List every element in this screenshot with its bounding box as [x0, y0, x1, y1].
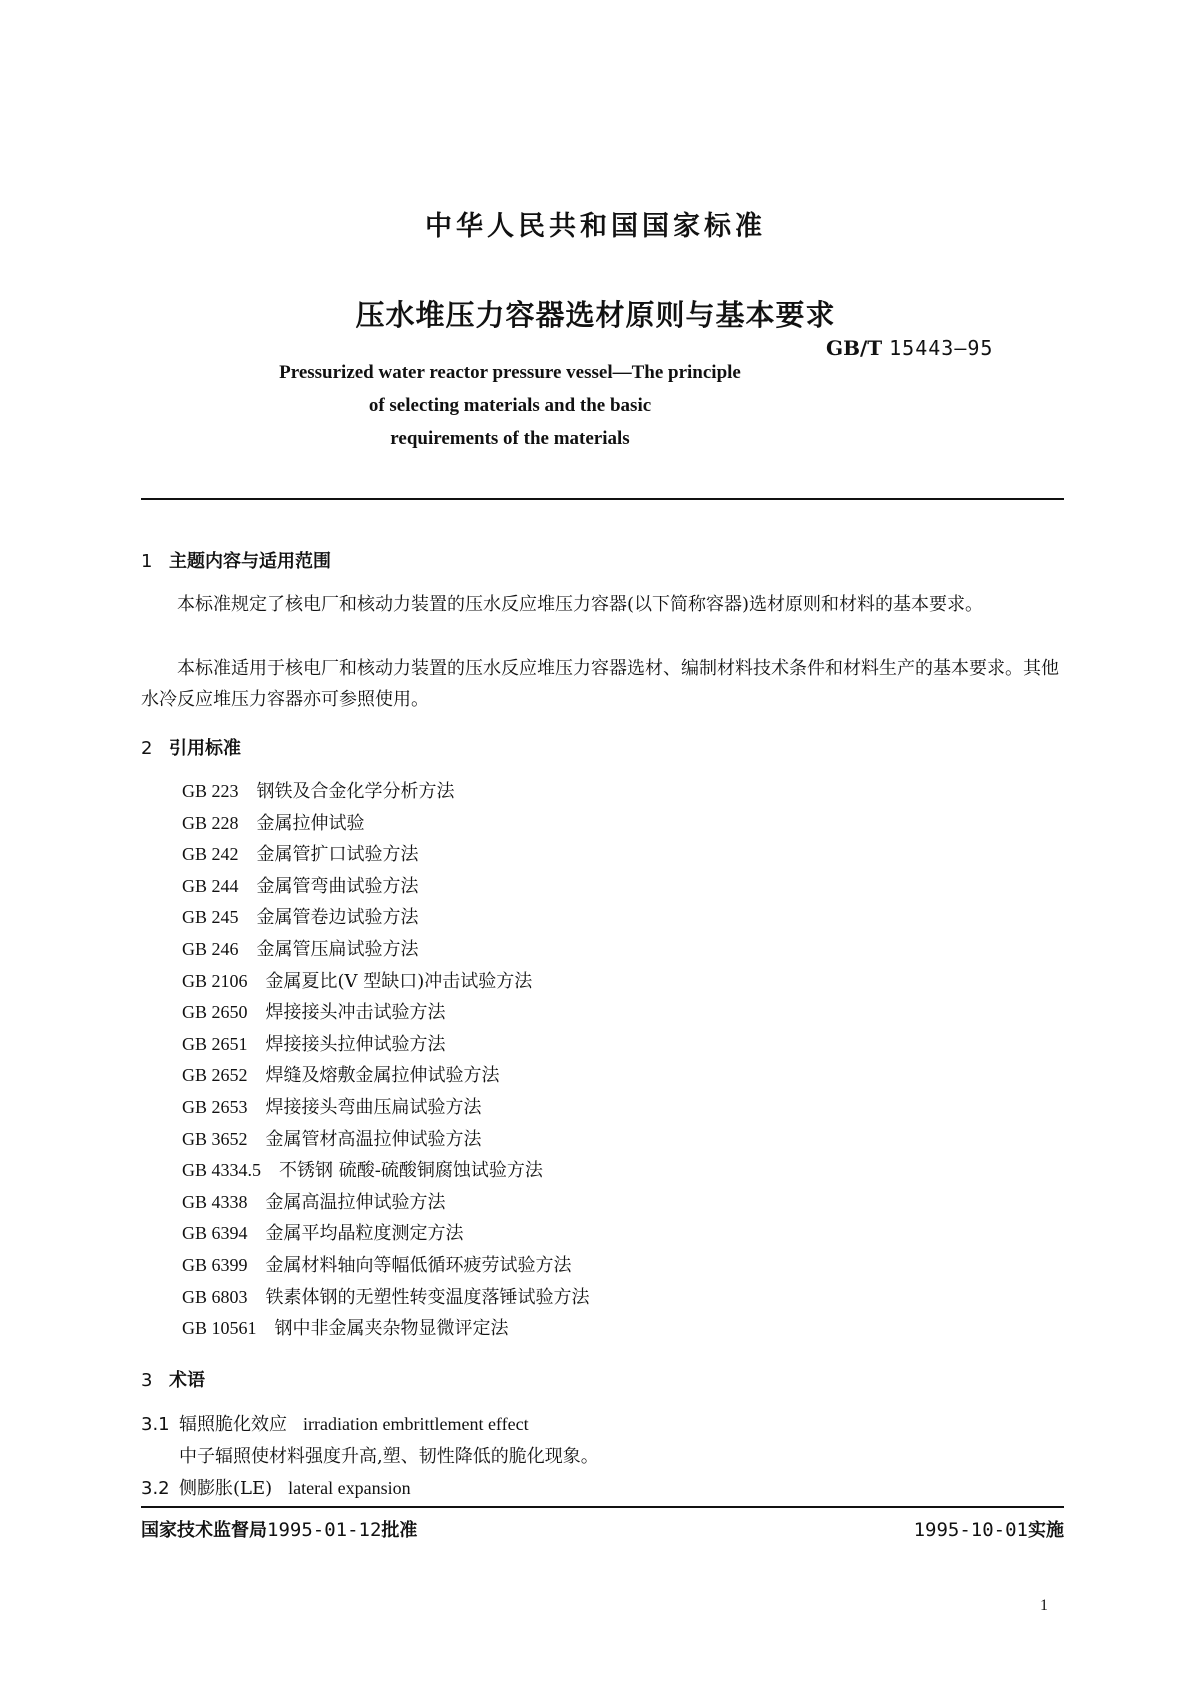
header-divider: [141, 498, 1064, 500]
effective-line: [914, 1516, 1064, 1542]
approval-date: 1995-01-12: [267, 1519, 382, 1541]
ref-title: 铁素体钢的无塑性转变温度落锤试验方法: [265, 1286, 590, 1308]
ref-title: 钢中非金属夹杂物显微评定法: [274, 1318, 509, 1340]
ref-title: 金属夏比(V 型缺口)冲击试验方法: [265, 970, 533, 992]
ref-code: GB 244: [182, 875, 239, 896]
ref-code: GB 245: [182, 907, 239, 928]
standard-number: 15443—95: [889, 336, 994, 360]
section-3-title: 术语: [169, 1370, 205, 1391]
term-3-1-number: 3.1: [141, 1414, 170, 1435]
national-standard-header: 中华人民共和国国家标准: [425, 211, 766, 242]
ref-code: GB 4338: [182, 1191, 248, 1212]
ref-title: 焊接接头弯曲压扁试验方法: [265, 1096, 482, 1118]
ref-title: 焊缝及熔敷金属拉伸试验方法: [265, 1065, 500, 1087]
ref-code: GB 2653: [182, 1096, 248, 1117]
section-1-heading: [141, 547, 331, 573]
list-item: [182, 997, 590, 1029]
section-2-heading: [141, 734, 241, 760]
ref-title: 焊接接头拉伸试验方法: [265, 1033, 446, 1055]
standard-prefix: GB/T: [826, 336, 883, 360]
list-item: [182, 808, 590, 840]
list-item: [182, 966, 590, 998]
approver: 国家技术监督局: [141, 1520, 267, 1541]
list-item: [182, 1155, 590, 1187]
list-item: [182, 1313, 590, 1345]
ref-code: GB 2651: [182, 1033, 248, 1054]
ref-title: 不锈钢 硫酸-硫酸铜腐蚀试验方法: [279, 1160, 543, 1182]
term-3-2-en: lateral expansion: [288, 1478, 411, 1498]
section-1-paragraph-1: 本标准规定了核电厂和核动力装置的压水反应堆压力容器(以下简称容器)选材原则和材料的基本要求。: [177, 594, 984, 615]
ref-title: 金属平均晶粒度测定方法: [265, 1223, 464, 1245]
list-item: [182, 1124, 590, 1156]
ref-code: GB 6399: [182, 1254, 248, 1275]
ref-title: 金属高温拉伸试验方法: [265, 1191, 446, 1213]
referenced-standards-list: [182, 776, 590, 1345]
ref-title: 金属管压扁试验方法: [256, 938, 419, 960]
term-3-2-number: 3.2: [141, 1478, 170, 1499]
list-item: [182, 1029, 590, 1061]
effective-date: 1995-10-01: [913, 1519, 1028, 1541]
ref-code: GB 242: [182, 844, 239, 865]
section-3-number: 3: [141, 1370, 153, 1391]
ref-code: GB 246: [182, 938, 239, 959]
list-item: [182, 776, 590, 808]
standard-code: [826, 336, 993, 360]
ref-code: GB 4334.5: [182, 1160, 262, 1181]
effective-word: 实施: [1028, 1520, 1064, 1541]
list-item: [182, 1092, 590, 1124]
section-1-title: 主题内容与适用范围: [169, 551, 331, 572]
list-item: [182, 839, 590, 871]
term-3-1-en: irradiation embrittlement effect: [303, 1414, 529, 1434]
ref-code: GB 2106: [182, 970, 248, 991]
term-3-2-cn: 侧膨胀(LE): [179, 1478, 273, 1499]
list-item: [182, 1218, 590, 1250]
ref-title: 金属管扩口试验方法: [256, 844, 419, 866]
title-en-line-3: requirements of the materials: [390, 428, 630, 449]
ref-code: GB 3652: [182, 1128, 248, 1149]
section-3-heading: [141, 1366, 205, 1392]
list-item: [182, 1282, 590, 1314]
footer-divider: [141, 1506, 1064, 1508]
list-item: [182, 1250, 590, 1282]
term-3-1-definition: 中子辐照使材料强度升高,塑、韧性降低的脆化现象。: [179, 1446, 599, 1467]
section-1-paragraph-2: 本标准适用于核电厂和核动力装置的压水反应堆压力容器选材、编制材料技术条件和材料生产的基本要求。其他水冷反应堆压力容器亦可参照使用。: [141, 658, 1059, 710]
ref-code: GB 228: [182, 812, 239, 833]
list-item: [182, 871, 590, 903]
ref-title: 焊接接头冲击试验方法: [265, 1002, 446, 1024]
section-2-number: 2: [141, 738, 153, 759]
list-item: [182, 934, 590, 966]
ref-code: GB 6803: [182, 1286, 248, 1307]
ref-code: GB 2652: [182, 1065, 248, 1086]
approval-line: [141, 1516, 417, 1542]
title-en-line-2: of selecting materials and the basic: [368, 395, 652, 416]
ref-code: GB 6394: [182, 1223, 248, 1244]
ref-code: GB 223: [182, 781, 239, 801]
list-item: [182, 1187, 590, 1219]
ref-title: 金属材料轴向等幅低循环疲劳试验方法: [265, 1254, 572, 1276]
document-title-en: [190, 356, 830, 455]
ref-title: 金属管材高温拉伸试验方法: [265, 1128, 482, 1150]
title-en-line-1: Pressurized water reactor pressure vessel—The principle: [279, 362, 741, 383]
section-1-number: 1: [141, 551, 153, 572]
list-item: [182, 902, 590, 934]
term-3-1-cn: 辐照脆化效应: [179, 1414, 287, 1435]
term-3-1: [141, 1410, 529, 1436]
ref-code: GB 2650: [182, 1002, 248, 1023]
approval-word: 批准: [381, 1520, 418, 1541]
ref-title: 钢铁及合金化学分析方法: [256, 781, 455, 802]
term-3-2: [141, 1474, 411, 1500]
ref-title: 金属管卷边试验方法: [256, 907, 419, 929]
ref-title: 金属管弯曲试验方法: [256, 875, 419, 897]
document-title-cn: 压水堆压力容器选材原则与基本要求: [355, 298, 836, 332]
ref-title: 金属拉伸试验: [256, 812, 365, 834]
ref-code: GB 10561: [182, 1318, 257, 1339]
section-2-title: 引用标准: [169, 738, 241, 759]
list-item: [182, 1060, 590, 1092]
page-number: 1: [1040, 1597, 1048, 1614]
